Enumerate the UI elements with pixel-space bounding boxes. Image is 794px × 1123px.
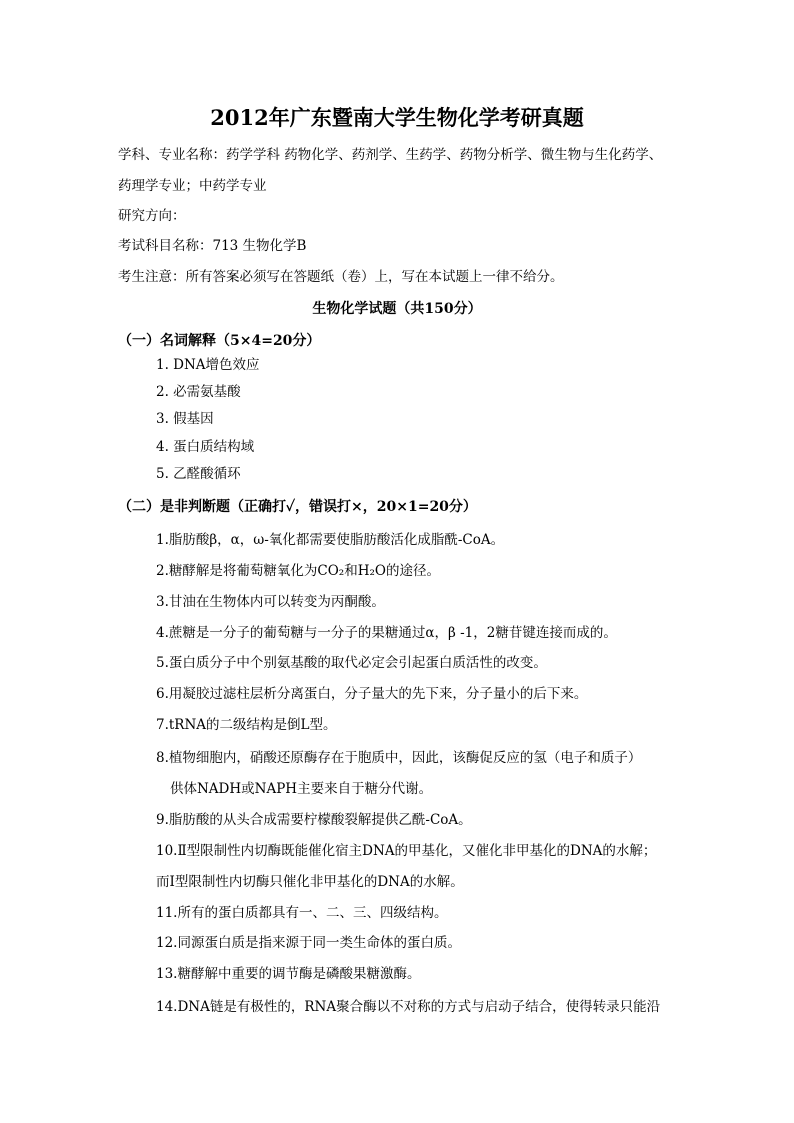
term-item: 4. 蛋白质结构域 bbox=[156, 439, 255, 455]
major-line-2: 药理学专业；中药学专业 bbox=[118, 178, 267, 194]
term-item: 1. DNA增色效应 bbox=[156, 357, 260, 373]
exam-title: 生物化学试题（共150分） bbox=[312, 301, 482, 317]
question-line: 11.所有的蛋白质都具有一、二、三、四级结构。 bbox=[156, 905, 448, 921]
question-line: 供体NADH或NAPH主要来自于糖分代谢。 bbox=[170, 781, 433, 797]
term-item: 2. 必需氨基酸 bbox=[156, 384, 241, 400]
question-line: 而Ⅰ型限制性内切酶只催化非甲基化的DNA的水解。 bbox=[156, 874, 464, 890]
major-line-1: 学科、专业名称：药学学科 药物化学、药剂学、生药学、药物分析学、微生物与生化药学、 bbox=[118, 147, 663, 163]
document-title: 2012年广东暨南大学生物化学考研真题 bbox=[210, 105, 584, 130]
question-line: 12.同源蛋白质是指来源于同一类生命体的蛋白质。 bbox=[156, 935, 461, 951]
question-line: 4.蔗糖是一分子的葡萄糖与一分子的果糖通过α，β -1，2糖苷键连接而成的。 bbox=[156, 625, 617, 641]
question-line: 13.糖酵解中重要的调节酶是磷酸果糖激酶。 bbox=[156, 966, 421, 982]
question-line: 8.植物细胞内，硝酸还原酶存在于胞质中，因此，该酶促反应的氢（电子和质子） bbox=[156, 750, 642, 766]
research-direction: 研究方向： bbox=[118, 208, 186, 224]
question-line: 5.蛋白质分子中个别氨基酸的取代必定会引起蛋白质活性的改变。 bbox=[156, 655, 547, 671]
question-line: 3.甘油在生物体内可以转变为丙酮酸。 bbox=[156, 594, 385, 610]
exam-notice: 考生注意：所有答案必须写在答题纸（卷）上，写在本试题上一律不给分。 bbox=[118, 269, 564, 285]
question-line: 1.脂肪酸β，α，ω-氧化都需要使脂肪酸活化成脂酰-CoA。 bbox=[156, 532, 505, 548]
term-item: 5. 乙醛酸循环 bbox=[156, 466, 241, 482]
section-2-heading: （二）是非判断题（正确打✓，错误打×，20×1=20分） bbox=[118, 499, 477, 515]
question-line: 6.用凝胶过滤柱层析分离蛋白，分子量大的先下来，分子量小的后下来。 bbox=[156, 686, 588, 702]
question-line: 2.糖酵解是将葡萄糖氧化为CO₂和H₂O的途径。 bbox=[156, 563, 440, 579]
question-line: 7.tRNA的二级结构是倒L型。 bbox=[156, 717, 337, 733]
question-line: 14.DNA链是有极性的，RNA聚合酶以不对称的方式与启动子结合，使得转录只能沿 bbox=[156, 999, 661, 1015]
question-line: 9.脂肪酸的从头合成需要柠檬酸裂解提供乙酰-CoA。 bbox=[156, 812, 472, 828]
section-1-heading: （一）名词解释（5×4=20分） bbox=[118, 333, 321, 349]
term-item: 3. 假基因 bbox=[156, 411, 214, 427]
exam-subject: 考试科目名称：713 生物化学B bbox=[118, 238, 307, 254]
question-line: 10.Ⅱ型限制性内切酶既能催化宿主DNA的甲基化，又催化非甲基化的DNA的水解； bbox=[156, 843, 657, 859]
